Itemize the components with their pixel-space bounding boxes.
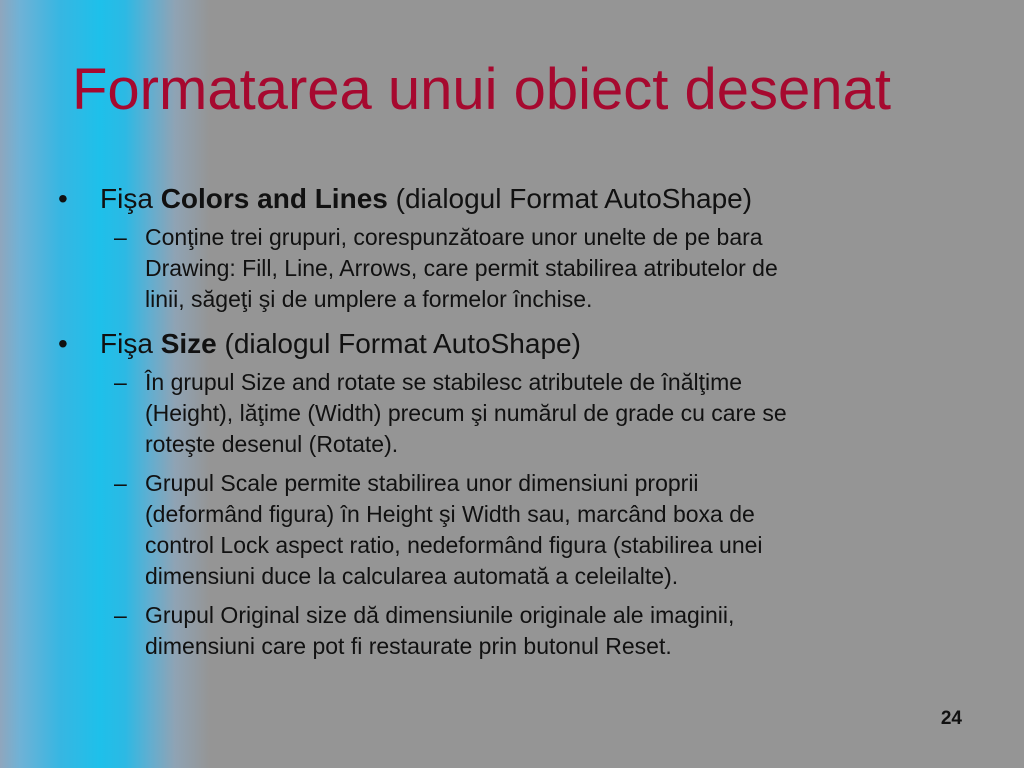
bullet-bold-term: Size: [160, 328, 217, 359]
sub-item-line: dimensiuni duce la calcularea automată a celeilalte).: [145, 563, 679, 589]
page-number: 24: [940, 708, 962, 729]
slide-title: Formatarea unui obiect desenat: [72, 57, 891, 122]
bullet-suffix: (dialogul Format AutoShape): [216, 328, 581, 359]
sub-item-line: În grupul Size and rotate se stabilesc atributele de înălţime: [145, 369, 743, 395]
sub-item-line: (deformând figura) în Height şi Width sau, marcând boxa de: [145, 501, 755, 527]
sub-item-line: dimensiuni care pot fi restaurate prin butonul Reset.: [145, 633, 672, 659]
dash-marker: –: [114, 602, 127, 628]
bullet-marker: •: [58, 328, 68, 359]
bullet-item-colors-and-lines: [58, 182, 958, 216]
slide-content: [58, 182, 958, 662]
dash-marker: –: [114, 369, 127, 395]
sub-item: [100, 600, 958, 662]
sub-item-line: linii, săgeţi şi de umplere a formelor închise.: [145, 286, 593, 312]
dash-marker: –: [114, 224, 127, 250]
sub-item-line: Conţine trei grupuri, corespunzătoare unor unelte de pe bara: [145, 224, 763, 250]
bullet-marker: •: [58, 183, 68, 214]
sub-item-line: control Lock aspect ratio, nedeformând figura (stabilirea unei: [145, 532, 763, 558]
sub-item-line: Grupul Scale permite stabilirea unor dimensiuni proprii: [145, 470, 699, 496]
sub-item: [100, 222, 958, 315]
dash-marker: –: [114, 470, 127, 496]
bullet-bold-term: Colors and Lines: [160, 183, 388, 214]
sub-item: [100, 468, 958, 592]
sub-item-line: Drawing: Fill, Line, Arrows, care permit stabilirea atributelor de: [145, 255, 778, 281]
sub-item-line: Grupul Original size dă dimensiunile originale ale imaginii,: [145, 602, 735, 628]
bullet-prefix: Fişa: [100, 328, 161, 359]
bullet-suffix: (dialogul Format AutoShape): [387, 183, 753, 214]
sub-item: [100, 367, 958, 460]
bullet-item-size: [58, 327, 958, 361]
bullet-prefix: Fişa: [100, 183, 161, 214]
sub-item-line: roteşte desenul (Rotate).: [145, 431, 399, 457]
sub-item-line: (Height), lăţime (Width) precum şi numărul de grade cu care se: [145, 400, 787, 426]
